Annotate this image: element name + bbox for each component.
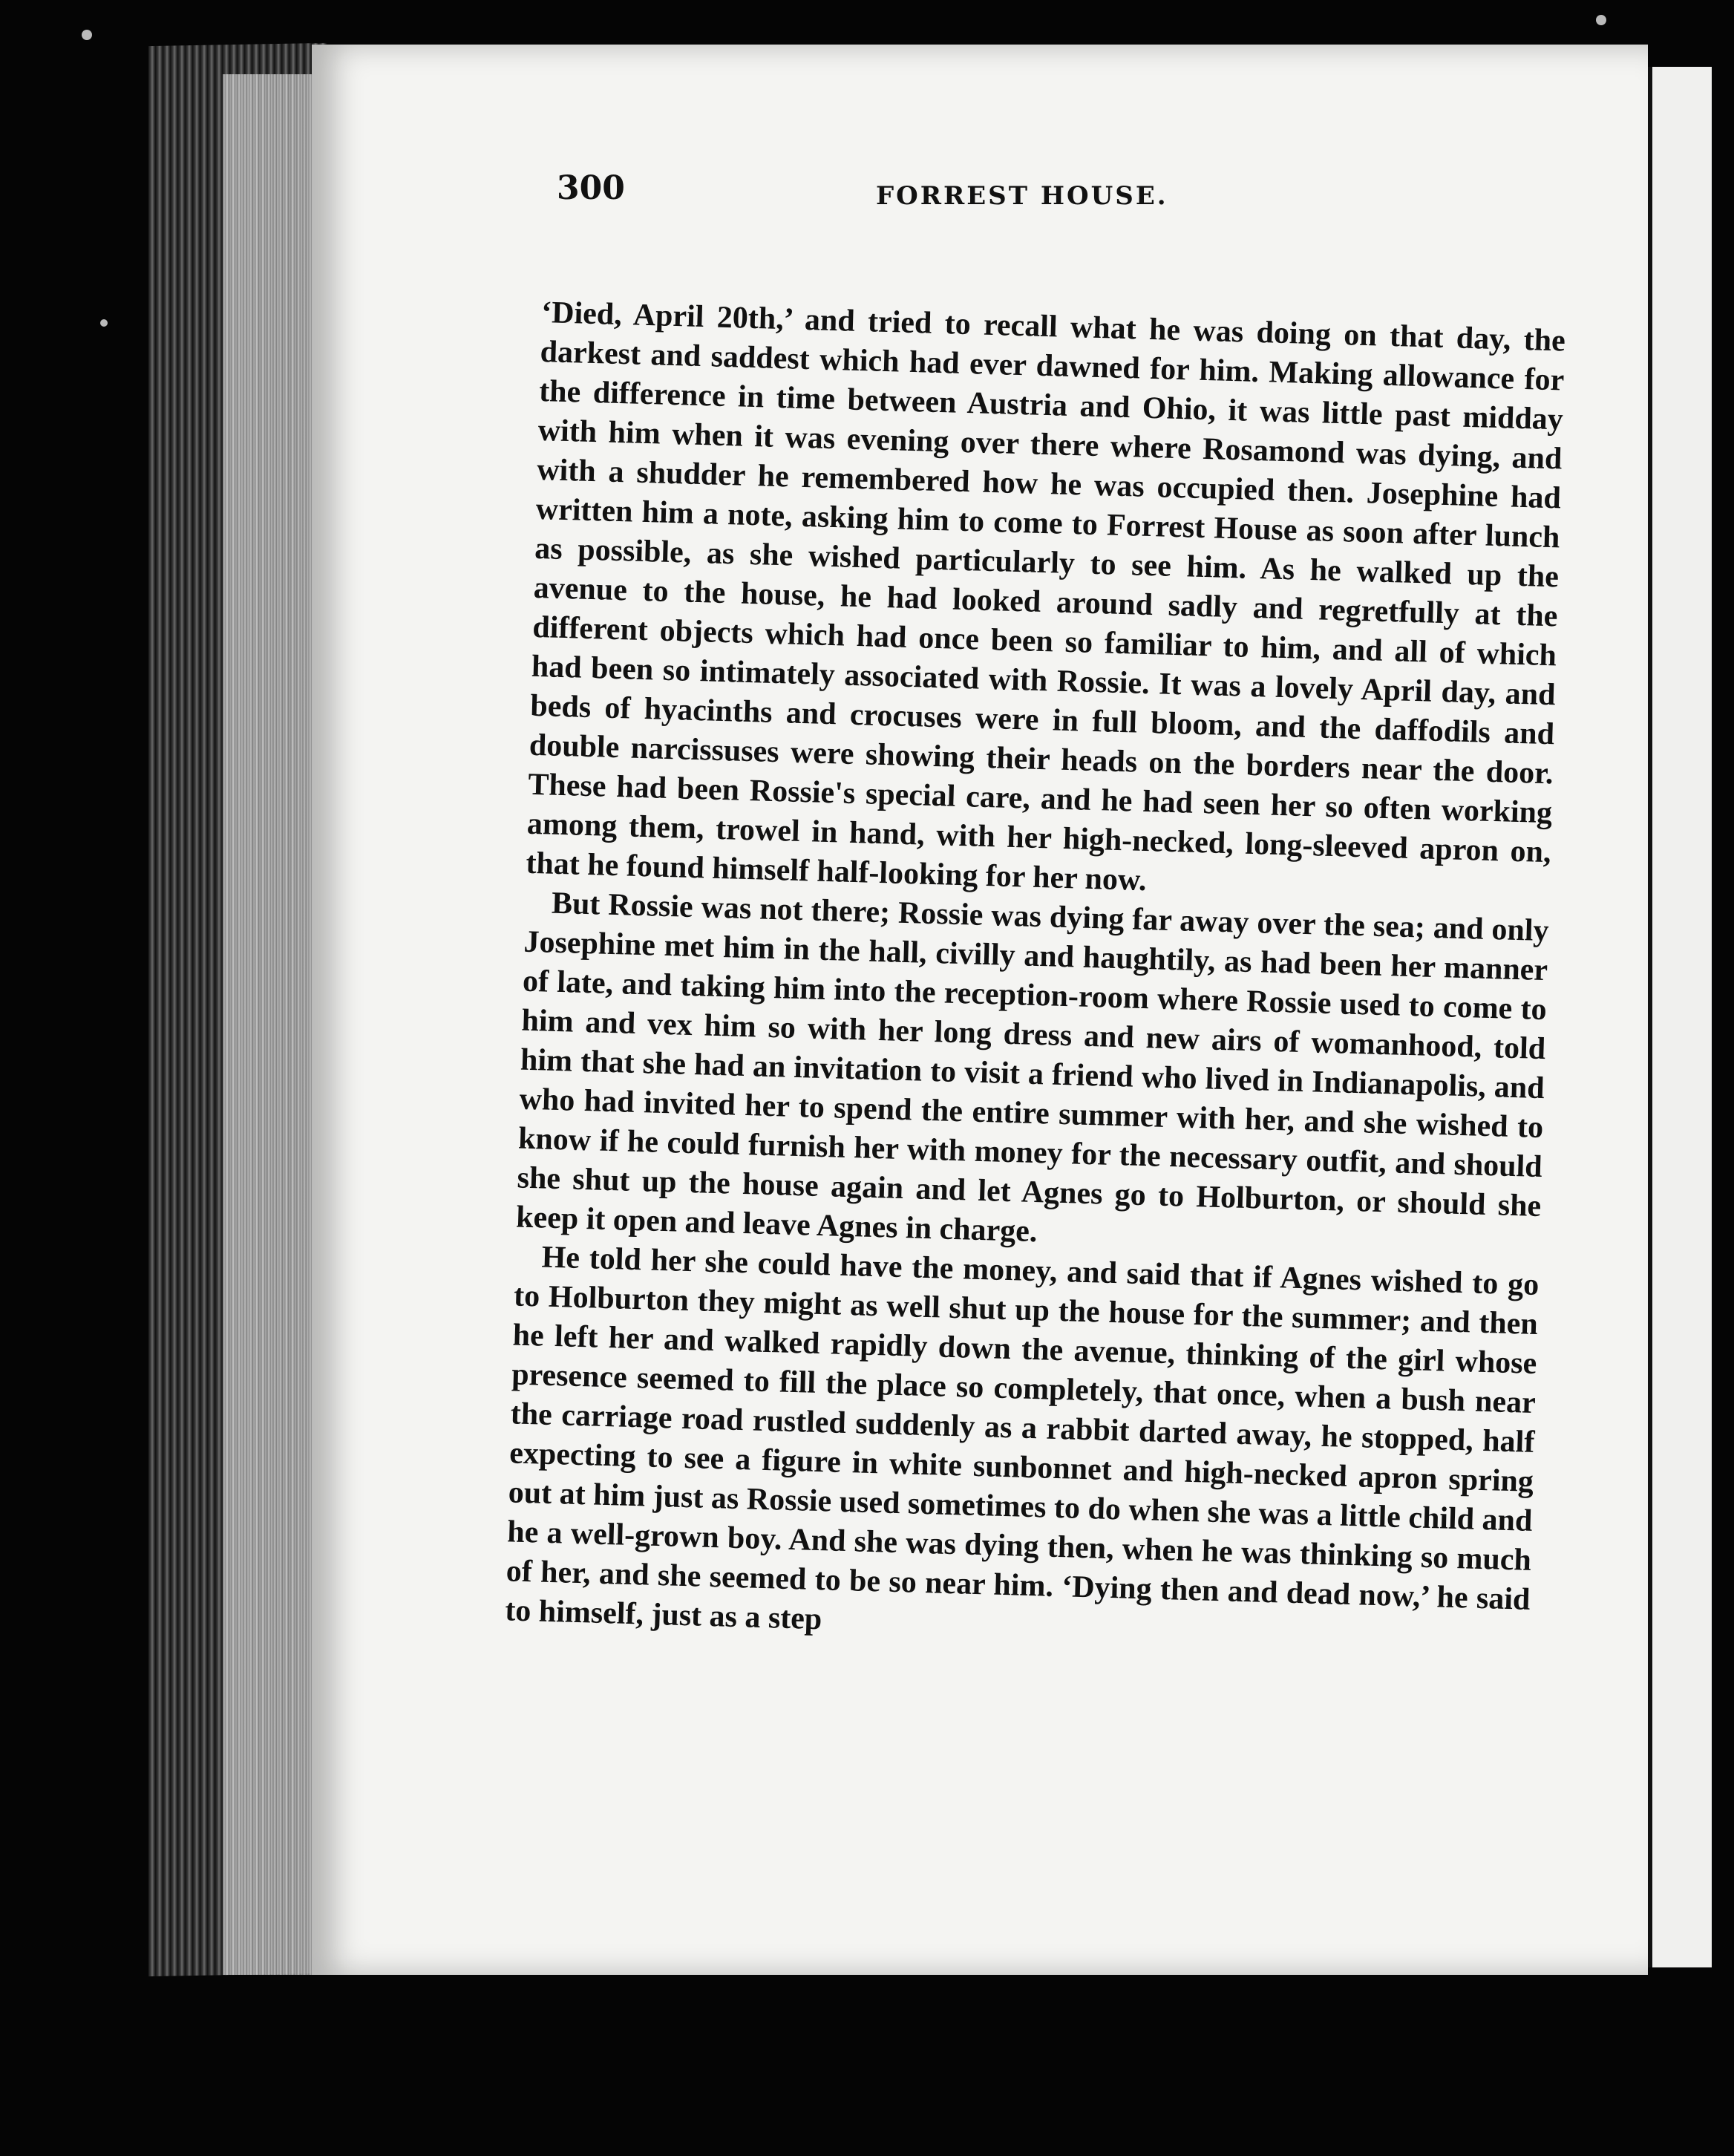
- page-number: 300: [557, 169, 625, 207]
- facing-page-edge: [1648, 67, 1712, 1967]
- running-title: FORREST HOUSE.: [876, 181, 1168, 211]
- paragraph-1: ‘Died, April 20th,’ and tried to recall what he was doing on that day, the darkest and saddest which had ever dawned for him. Making allowance for the difference in time between Austria and Ohio, it was little past midday with him when it was evening over there where Rosamond was dying, and with a shudder he remembered how he was occupied then. Josephine had written him a note, asking him to come to Forrest House as soon after lunch as possible, as she wished particularly to see him. As he walked up the avenue to the house, he had looked around sadly and regretfully at the different objects which had once been so familiar to him, and all of which had been so intimately associated with Rossie. It was a lovely April day, and beds of hyacinths and crocuses were in full bloom, and the daffodils and double narcissuses were showing their heads on the borders near the door. These had been Rossie's special care, and he had seen her so often working among them, trowel in hand, with her high-necked, long-sleeved apron on, that he found himself half-looking for her now.: [525, 295, 1566, 898]
- running-head: [557, 169, 1544, 236]
- scan-speck: [100, 319, 108, 327]
- scan-speck: [82, 30, 92, 40]
- paragraph-2: But Rossie was not there; Rossie was dying far away over the sea; and only Josephine met him in the hall, civilly and haughtily, as had been her manner of late, and taking him into the reception-room where Rossie used to come to him and vex him so with her long dress and new airs of womanhood, told him that she had an invitation to visit a friend who lived in Indianapolis, and who had invited her to spend the entire summer with her, and she wished to know if he could furnish her with money for the necessary outfit, and should she shut up the house again and let Agnes go to Holburton, or should she keep it open and leave Agnes in charge.: [515, 886, 1550, 1250]
- scan-speck: [1596, 15, 1606, 25]
- body-text: [505, 293, 1566, 1659]
- paragraph-3: He told her she could have the money, and said that if Agnes wished to go to Holburton they might as well shut up the house for the summer; and then he left her and walked rapidly down the avenue, thinking of the girl whose presence seemed to fill the place so completely, that once, when a bush near the carriage road rustled suddenly as a rabbit darted away, he stopped, half expecting to see a figure in white sunbonnet and high-necked apron spring out at him just as Rossie used sometimes to do when she was a little child and he a well-grown boy. And she was dying then, when he was thinking so much of her, and she seemed to be so near him. ‘Dying then and dead now,’ he said to himself, just as a step: [504, 1240, 1540, 1637]
